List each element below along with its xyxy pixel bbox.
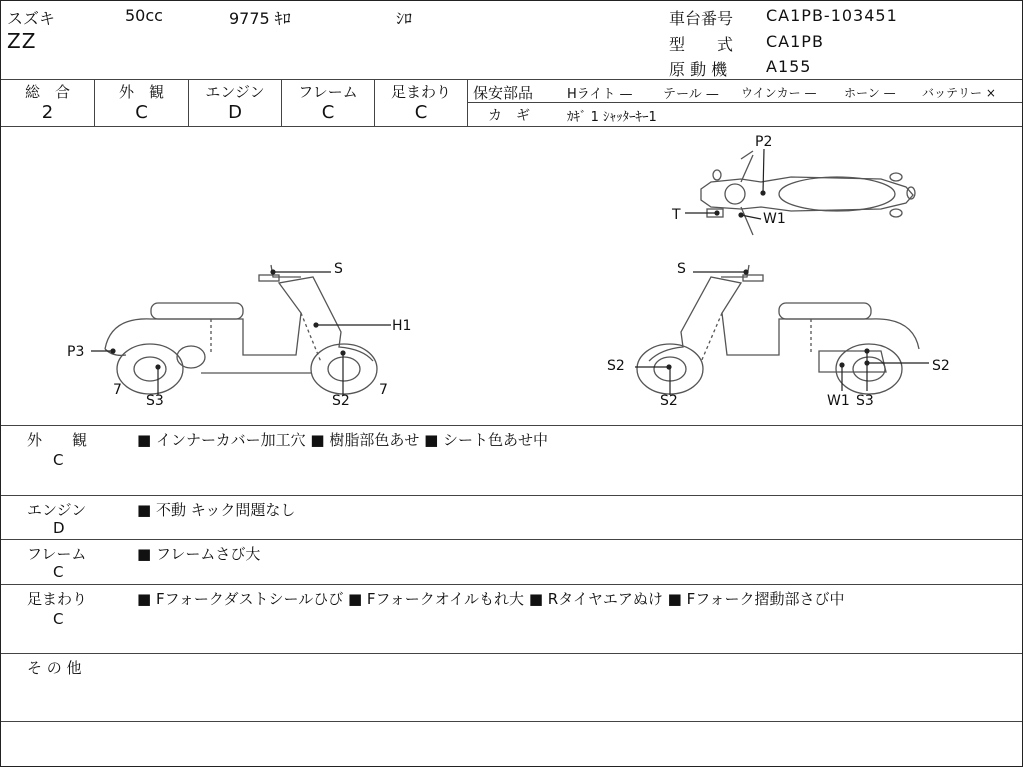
note-text-suspension: ■ Fフォークダストシールひび ■ Fフォークオイルもれ大 ■ Rタイヤエアぬけ ■ Fフォーク摺動部さび中 <box>137 590 845 608</box>
note-text-engine: ■ 不動 キック問題なし <box>137 501 296 519</box>
body-color: ｼﾛ <box>396 9 413 28</box>
divider <box>1 584 1022 585</box>
grade-suspension: C <box>414 102 428 123</box>
label-s3-right: S3 <box>856 393 874 409</box>
grade-frame: C <box>321 102 335 123</box>
key-label: カ ギ <box>488 108 530 124</box>
grade-exterior: C <box>135 102 148 123</box>
label-p3: P3 <box>67 344 85 360</box>
grade-header-exterior: 外 観 <box>118 83 164 101</box>
label-s3-left: S3 <box>146 393 164 409</box>
type-value: CA1PB <box>766 32 824 51</box>
divider <box>1 79 1022 80</box>
grade-header-frame: フレーム <box>298 83 358 101</box>
note-grade-suspension: C <box>53 610 64 628</box>
safety-headlight: Hライト — <box>567 87 633 102</box>
mileage: 9775 ｷﾛ <box>229 9 291 28</box>
note-label-frame: フレーム <box>27 545 87 563</box>
note-grade-exterior: C <box>53 451 64 469</box>
divider <box>1 653 1022 654</box>
key-value: ｶｷﾞ 1 ｼｬｯﾀｰｷｰ1 <box>567 110 657 125</box>
label-s2-rear: S2 <box>932 358 950 374</box>
maker: スズキ <box>7 9 56 28</box>
label-p2: P2 <box>755 134 773 150</box>
divider <box>1 539 1022 540</box>
type-label: 型 式 <box>669 35 734 54</box>
frame-no-label: 車台番号 <box>669 9 734 28</box>
label-h1: H1 <box>392 318 412 334</box>
label-w1-top: W1 <box>763 211 786 227</box>
note-text-frame: ■ フレームさび大 <box>137 545 261 563</box>
scooter-left-view <box>105 265 377 394</box>
divider <box>1 495 1022 496</box>
divider <box>1 721 1022 722</box>
safety-tail: テール — <box>663 87 719 102</box>
note-grade-engine: D <box>53 519 65 537</box>
label-s2-below: S2 <box>660 393 678 409</box>
engine-value: A155 <box>766 57 812 76</box>
safety-label: 保安部品 <box>473 84 534 102</box>
note-label-engine: エンジン <box>27 501 87 519</box>
safety-battery: バッテリー × <box>922 86 996 100</box>
label-s2-left: S2 <box>332 393 350 409</box>
grade-overall: 2 <box>41 102 54 123</box>
label-t: T <box>672 207 681 223</box>
frame-no: CA1PB-103451 <box>766 6 898 25</box>
safety-horn: ホーン — <box>844 86 896 100</box>
engine-label: 原 動 機 <box>669 60 728 79</box>
note-label-suspension: 足まわり <box>27 590 88 608</box>
grade-engine: D <box>228 102 242 123</box>
safety-winker: ウインカー — <box>741 86 817 100</box>
grade-header-suspension: 足まわり <box>390 83 451 101</box>
model-name: ZZ <box>7 29 37 53</box>
label-w1-right: W1 <box>827 393 850 409</box>
label-s-left: S <box>334 261 343 277</box>
note-text-exterior: ■ インナーカバー加工穴 ■ 樹脂部色あせ ■ シート色あせ中 <box>137 431 549 449</box>
note-label-exterior: 外 観 <box>27 431 88 449</box>
divider <box>467 79 468 126</box>
scooter-right-view <box>637 265 919 394</box>
note-label-other: そ の 他 <box>27 659 82 677</box>
divider <box>468 102 1022 103</box>
label-s2-front: S2 <box>607 358 625 374</box>
grade-header-engine: エンジン <box>205 83 265 101</box>
scooter-top-view <box>701 151 915 235</box>
label-7-left: 7 <box>113 382 122 398</box>
scooter-diagram <box>1 127 1022 425</box>
note-grade-frame: C <box>53 563 64 581</box>
label-s-right: S <box>677 261 686 277</box>
displacement: 50cc <box>125 6 163 25</box>
label-7-right: 7 <box>379 382 388 398</box>
divider <box>1 425 1022 426</box>
grade-header-overall: 総 合 <box>24 83 70 101</box>
